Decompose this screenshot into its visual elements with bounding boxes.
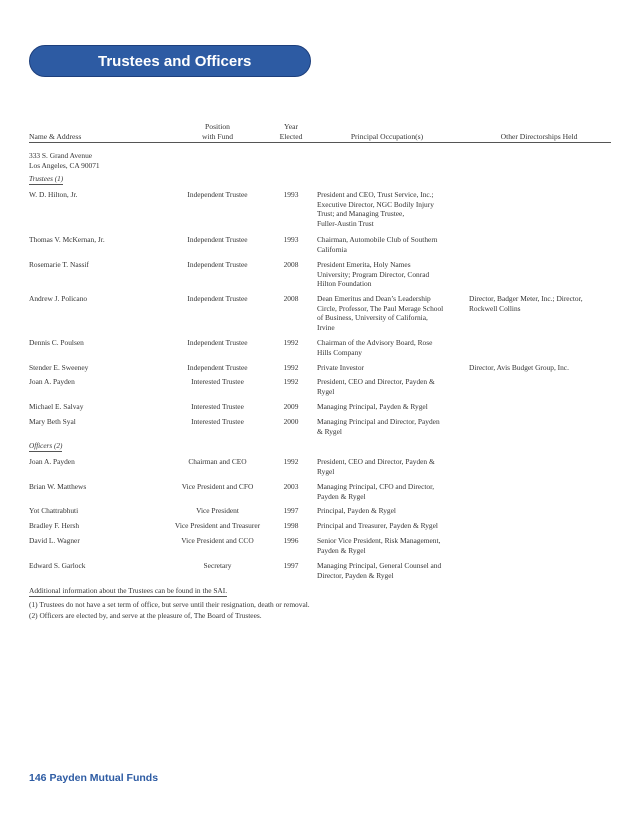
position-with-fund: Interested Trustee xyxy=(191,417,244,426)
header-rule xyxy=(29,142,611,143)
occupation-line: Hilton Foundation xyxy=(317,279,372,289)
occupation-line: Managing Principal and Director, Payden xyxy=(317,417,440,426)
principal-occupation xyxy=(317,521,463,531)
officers-section-label: Officers (2) xyxy=(29,442,63,450)
person-name: Edward S. Garlock xyxy=(29,561,86,570)
person-name: Andrew J. Policano xyxy=(29,294,88,303)
occupation-line: Managing Principal, CFO and Director, xyxy=(317,482,435,491)
position-with-fund: Interested Trustee xyxy=(191,402,244,411)
principal-occupation xyxy=(317,377,463,396)
directorship-line: Director, Avis Budget Group, Inc. xyxy=(469,363,569,372)
principal-occupation xyxy=(317,482,463,501)
position-with-fund: Vice President and CFO xyxy=(181,482,254,491)
principal-occupation xyxy=(317,235,463,254)
position-with-fund: Independent Trustee xyxy=(187,363,248,372)
principal-occupation xyxy=(317,536,463,555)
year-elected: 1992 xyxy=(283,377,299,386)
position-with-fund: Secretary xyxy=(203,561,232,570)
person-name: Dennis C. Poulsen xyxy=(29,338,84,347)
principal-occupation xyxy=(317,457,463,476)
year-elected: 1998 xyxy=(283,521,299,530)
principal-occupation xyxy=(317,561,463,580)
page-footer xyxy=(29,772,158,784)
year-elected: 1992 xyxy=(283,363,299,372)
principal-occupation xyxy=(317,190,463,228)
principal-occupation xyxy=(317,294,463,332)
fund-address: 333 S. Grand Avenue Los Angeles, CA 90071 xyxy=(29,151,100,170)
person-name: Yot Chattrabhuti xyxy=(29,506,79,515)
occupation-line: Hills Company xyxy=(317,347,362,357)
person-name: David L. Wagner xyxy=(29,536,80,545)
page-number: 146 xyxy=(29,772,47,784)
occupation-line: Payden & Rygel xyxy=(317,545,366,555)
person-name: Thomas V. McKernan, Jr. xyxy=(29,235,105,244)
year-elected: 2000 xyxy=(283,417,299,426)
occupation-line: Executive Director, NGC Bodily Injury xyxy=(317,199,434,209)
person-name: Joan A. Payden xyxy=(29,377,75,386)
person-name: Brian W. Matthews xyxy=(29,482,87,491)
occupation-line: Rygel xyxy=(317,466,335,476)
occupation-line: California xyxy=(317,244,347,254)
year-elected: 1992 xyxy=(283,457,299,466)
year-elected: 1993 xyxy=(283,190,299,199)
occupation-line: Dean Emeritus and Dean’s Leadership xyxy=(317,294,431,303)
person-name: Bradley F. Hersh xyxy=(29,521,80,530)
occupation-line: Principal, Payden & Rygel xyxy=(317,506,396,515)
occupation-line: Irvine xyxy=(317,322,335,332)
person-name: Michael E. Salvay xyxy=(29,402,84,411)
position-with-fund: Independent Trustee xyxy=(187,294,248,303)
principal-occupation xyxy=(317,363,463,373)
trustees-section-label: Trustees (1) xyxy=(29,175,64,183)
person-name: W. D. Hilton, Jr. xyxy=(29,190,78,199)
year-elected: 1996 xyxy=(283,536,299,545)
position-with-fund: Independent Trustee xyxy=(187,235,248,244)
position-with-fund: Chairman and CEO xyxy=(188,457,247,466)
principal-occupation xyxy=(317,260,463,289)
occupation-line: Private Investor xyxy=(317,363,364,372)
year-elected: 1992 xyxy=(283,338,299,347)
header-year: Year Elected xyxy=(279,122,303,141)
principal-occupation xyxy=(317,402,463,412)
header-position: Position with Fund xyxy=(201,122,233,141)
header-name: Name & Address xyxy=(29,132,82,141)
position-with-fund: Vice President and CCO xyxy=(181,536,254,545)
footnote-1: (1) Trustees do not have a set term of office, but serve until their resignation, death or removal. xyxy=(29,600,310,609)
position-with-fund: Vice President xyxy=(196,506,239,515)
principal-occupation xyxy=(317,338,463,357)
publication-title: Payden Mutual Funds xyxy=(49,772,159,784)
occupation-line: Payden & Rygel xyxy=(317,491,366,501)
directorship-line: Rockwell Collins xyxy=(469,303,521,313)
position-with-fund: Independent Trustee xyxy=(187,338,248,347)
occupation-line: Trust; and Managing Trustee, xyxy=(317,209,405,219)
person-name: Joan A. Payden xyxy=(29,457,75,466)
occupation-line: Managing Principal, Payden & Rygel xyxy=(317,402,428,411)
occupation-line: Chairman of the Advisory Board, Rose xyxy=(317,338,433,347)
directorship-line: Director, Badger Meter, Inc.; Director, xyxy=(469,294,583,303)
header-other-directorships: Other Directorships Held xyxy=(500,132,578,141)
year-elected: 1993 xyxy=(283,235,299,244)
occupation-line: Principal and Treasurer, Payden & Rygel xyxy=(317,521,438,530)
person-name: Mary Beth Syal xyxy=(29,417,76,426)
position-with-fund: Independent Trustee xyxy=(187,190,248,199)
principal-occupation xyxy=(317,506,463,516)
sai-note: Additional information about the Trustees can be found in the SAI. xyxy=(29,586,228,595)
section-banner xyxy=(29,45,311,77)
year-elected: 2003 xyxy=(283,482,299,491)
person-name: Rosemarie T. Nassif xyxy=(29,260,89,269)
page-title: Trustees and Officers xyxy=(98,53,252,70)
occupation-line: & Rygel xyxy=(317,426,342,436)
occupation-line: Director, Payden & Rygel xyxy=(317,570,394,580)
occupation-line: Managing Principal, General Counsel and xyxy=(317,561,442,570)
occupation-line: University; Program Director, Conrad xyxy=(317,269,430,279)
other-directorships xyxy=(469,363,609,373)
footnote-2: (2) Officers are elected by, and serve at the pleasure of, The Board of Trustees. xyxy=(29,611,262,620)
year-elected: 2008 xyxy=(283,260,299,269)
other-directorships xyxy=(469,294,609,313)
occupation-line: Circle, Professor, The Paul Merage School xyxy=(317,303,444,313)
year-elected: 2009 xyxy=(283,402,299,411)
year-elected: 1997 xyxy=(283,506,299,515)
position-with-fund: Independent Trustee xyxy=(187,260,248,269)
person-name: Stender E. Sweeney xyxy=(29,363,89,372)
position-with-fund: Vice President and Treasurer xyxy=(174,521,261,530)
occupation-line: Rygel xyxy=(317,386,335,396)
principal-occupation xyxy=(317,417,463,436)
year-elected: 2008 xyxy=(283,294,299,303)
occupation-line: of Business, University of California, xyxy=(317,313,428,323)
occupation-line: President Emerita, Holy Names xyxy=(317,260,411,269)
position-with-fund: Interested Trustee xyxy=(191,377,244,386)
occupation-line: Fuller-Austin Trust xyxy=(317,218,374,228)
occupation-line: President, CEO and Director, Payden & xyxy=(317,457,435,466)
occupation-line: Chairman, Automobile Club of Southern xyxy=(317,235,438,244)
header-occupation: Principal Occupation(s) xyxy=(350,132,424,141)
year-elected: 1997 xyxy=(283,561,299,570)
occupation-line: President, CEO and Director, Payden & xyxy=(317,377,435,386)
occupation-line: President and CEO, Trust Service, Inc.; xyxy=(317,190,434,199)
occupation-line: Senior Vice President, Risk Management, xyxy=(317,536,441,545)
